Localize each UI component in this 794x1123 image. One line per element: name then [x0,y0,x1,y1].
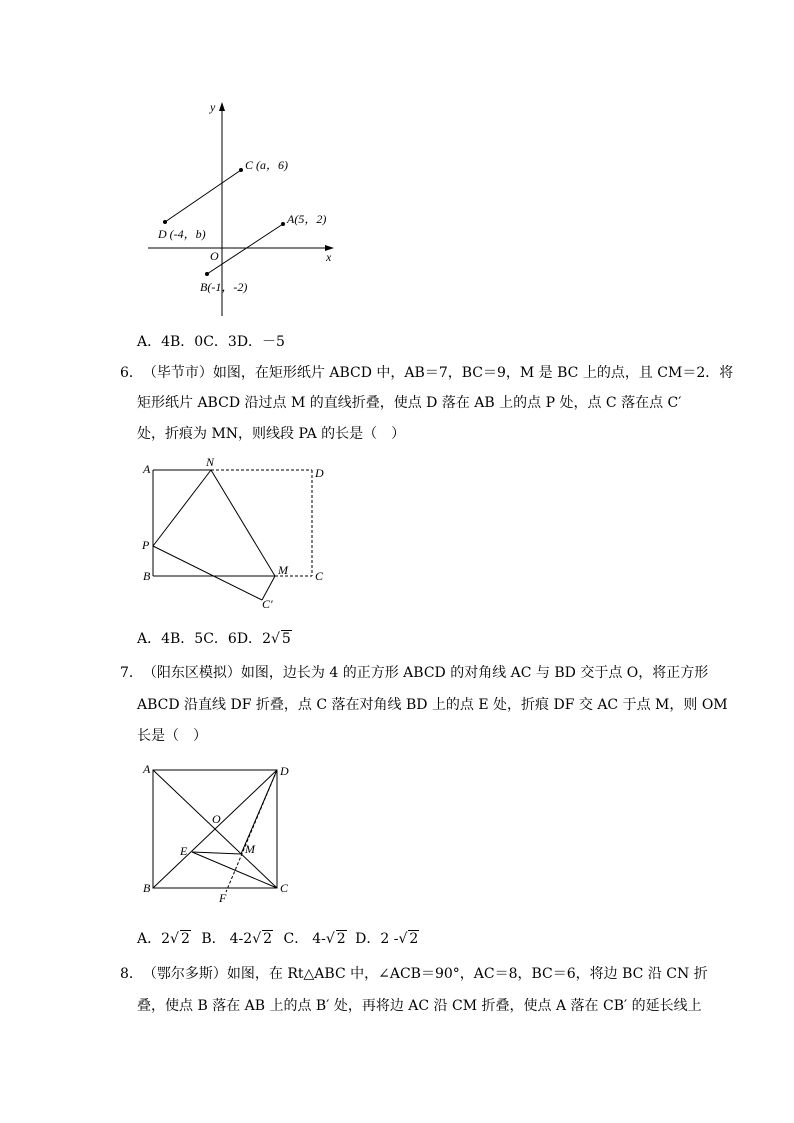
point-b-label: B(-1，-2) [200,280,248,294]
q7-label-f: F [219,891,227,905]
q8-number: 8． [120,966,143,982]
q7-label-o: O [212,812,221,826]
q7-option-c-radicand: 2 [336,931,346,947]
axis-x-label: x [326,250,332,264]
q6-label-c-prime: C′ [262,597,273,611]
q7-option-d-label: D． [355,931,381,947]
q6-number: 6． [120,365,143,381]
q7-label-d: D [280,764,289,778]
q7-option-a-coef: 2 [161,931,171,947]
q7-option-c-pre: 4- [312,931,326,947]
q6-options-text: A．4B．5C．6D． [137,631,263,647]
q6-source: （毕节市） [142,365,213,381]
q8-line-2: 叠，使点 B 落在 AB 上的点 B′ 处，再将边 AC 沿 CM 折叠，使点 A 落在 CB′ 的延长线上 [137,998,702,1014]
point-d-label: D (-4，b) [158,227,206,241]
q7-label-c: C [280,881,289,895]
point-a-label: A(5，2) [287,212,327,226]
q7-option-a-label: A． [137,931,162,947]
q6-label-n: N [206,455,215,469]
q7-label-e: E [180,844,188,858]
q7-options [137,928,419,948]
q7-line-2: ABCD 沿直线 DF 折叠，点 C 落在对角线 BD 上的点 E 处，折痕 DF 交 AC 于点 M，则 OM [137,697,728,713]
q7-option-c-label: C． [283,931,309,947]
q7-option-b-pre: 4-2 [229,931,253,947]
q7-line-1 [120,663,708,683]
q7-option-c-sqrt: √ 2 [325,931,346,947]
q7-label-m: M [245,842,255,856]
q7-option-a-radicand: 2 [180,931,190,947]
q6-rectangle-figure [140,460,340,620]
q7-option-b-sqrt: √ 2 [252,931,273,947]
q8-line-1 [120,964,708,984]
point-c-label: C (a，6) [245,158,288,172]
q7-square-figure [140,760,300,910]
origin-label: O [210,249,219,263]
q6-option-d-coef: 2 [262,631,271,647]
q7-text-1: 如图，边长为 4 的正方形 ABCD 的对角线 AC 与 BD 交于点 O，将正方形 [240,665,709,681]
q8-text-1: 如图，在 Rt△ABC 中，∠ACB＝90°，AC＝8，BC＝6，将边 BC 沿 CN 折 [226,966,708,982]
q6-label-c: C [315,569,324,583]
q7-option-a-sqrt: √ 2 [170,931,190,947]
q7-option-d-radicand: 2 [409,931,419,947]
q7-label-a: A [143,762,151,776]
q6-options [137,628,292,648]
q7-option-b-label: B． [201,931,226,947]
q5-options: A．4B．0C．3D．－5 [137,334,285,350]
q7-line-3: 长是（ ） [137,728,207,744]
q6-label-d: D [315,466,324,480]
q5-coordinate-figure [140,98,360,320]
q6-label-p: P [142,538,150,552]
q7-number: 7． [120,665,143,681]
q6-label-b: B [143,569,151,583]
q6-option-d-sqrt: √ 5 [270,631,291,647]
q7-option-d-sqrt: √ 2 [398,931,419,947]
q6-line-1 [120,363,733,383]
q6-line-2: 矩形纸片 ABCD 沿过点 M 的直线折叠，使点 D 落在 AB 上的点 P 处，点 C 落在点 C′ [137,395,682,411]
q7-option-d-pre: 2 - [380,931,399,947]
q7-option-b-radicand: 2 [263,931,273,947]
q6-option-d-radicand: 5 [281,631,291,647]
q6-text-1: 如图，在矩形纸片 ABCD 中，AB＝7，BC＝9，M 是 BC 上的点，且 CM＝2．将 [212,365,734,381]
q6-line-3: 处，折痕为 MN，则线段 PA 的长是（ ） [137,426,406,442]
q6-label-m: M [278,563,288,577]
axis-y-label: y [210,100,216,114]
q7-label-b: B [143,881,151,895]
q6-label-a: A [143,462,151,476]
q8-source: （鄂尔多斯） [142,966,227,982]
q7-source: （阳东区模拟） [142,665,241,681]
